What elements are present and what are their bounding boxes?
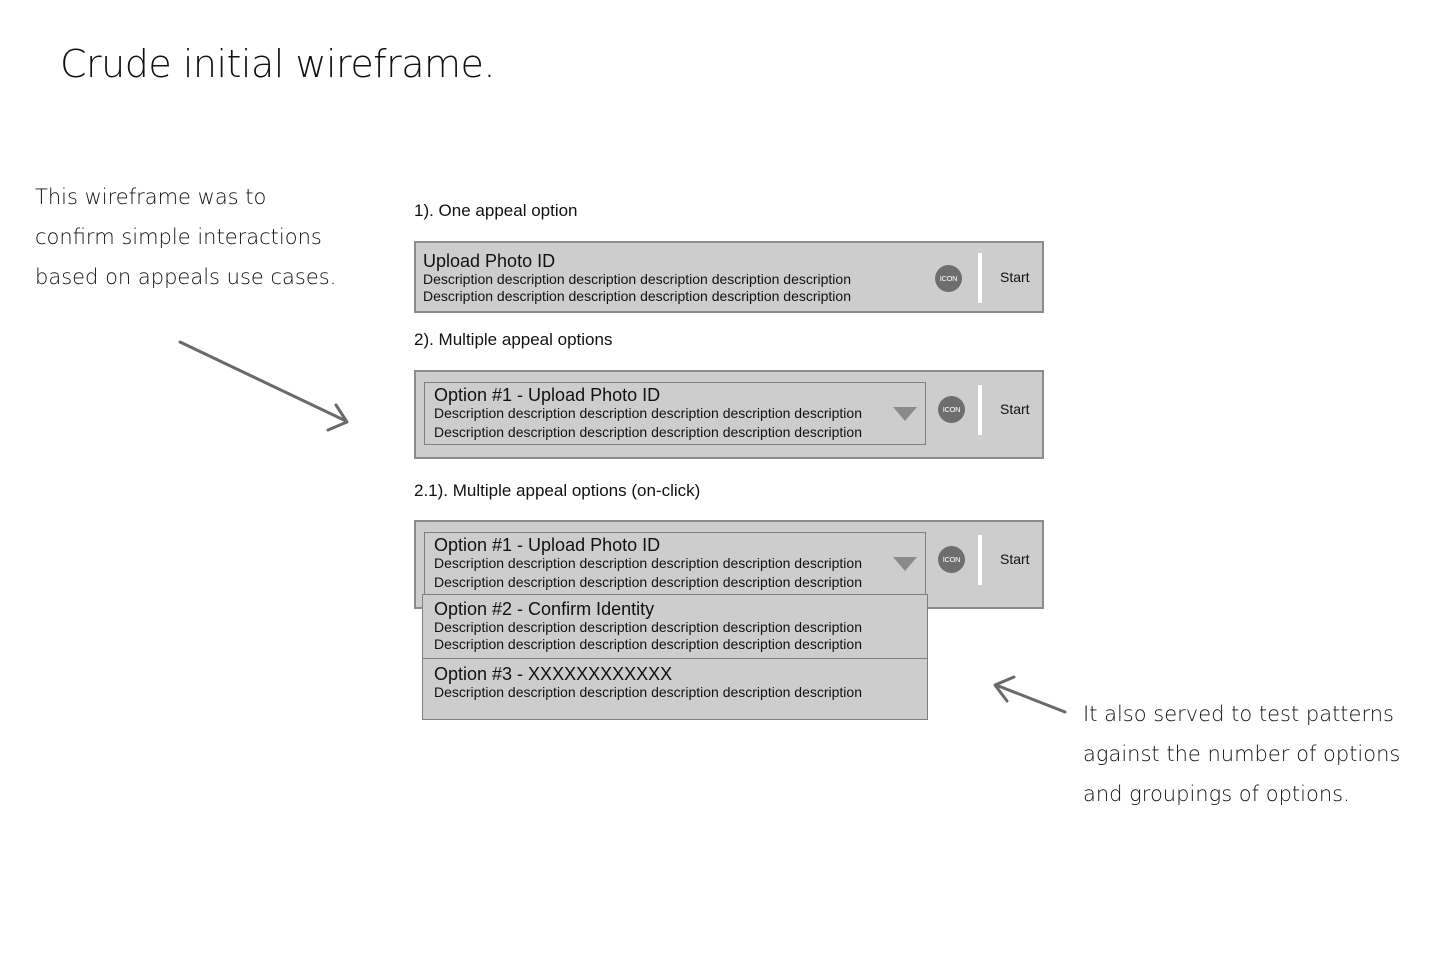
option-description: Description description description description description description bbox=[434, 555, 862, 571]
option-title: Option #2 - Confirm Identity bbox=[434, 599, 655, 619]
appeal-card-single[interactable] bbox=[414, 241, 1044, 313]
note-left-line: This wireframe was to bbox=[35, 185, 267, 209]
divider bbox=[978, 253, 982, 303]
option-description: Description description description description description description bbox=[434, 574, 862, 590]
start-button[interactable]: Start bbox=[1000, 551, 1030, 567]
icon-placeholder-icon: ICON bbox=[935, 265, 962, 292]
appeal-option-select[interactable] bbox=[424, 532, 926, 597]
note-left-line: based on appeals use cases. bbox=[35, 265, 337, 289]
note-right-line: against the number of options bbox=[1083, 742, 1401, 766]
note-right-line: It also served to test patterns bbox=[1083, 702, 1394, 726]
menu-item-option-3[interactable] bbox=[423, 658, 927, 719]
note-right-line: and groupings of options. bbox=[1083, 782, 1350, 806]
divider bbox=[978, 385, 982, 435]
note-left-line: confirm simple interactions bbox=[35, 225, 322, 249]
option-description: Description description description description description description bbox=[434, 684, 862, 700]
option-description: Description description description description description description bbox=[434, 405, 862, 421]
section-label-on-click: 2.1). Multiple appeal options (on-click) bbox=[414, 481, 701, 500]
appeal-title: Upload Photo ID bbox=[423, 251, 556, 271]
option-description: Description description description description description description bbox=[434, 636, 862, 652]
arrow-left-up-icon bbox=[985, 668, 1075, 720]
chevron-down-icon[interactable] bbox=[893, 557, 917, 571]
divider bbox=[978, 535, 982, 585]
start-button[interactable]: Start bbox=[1000, 269, 1030, 285]
icon-placeholder-icon: ICON bbox=[938, 546, 965, 573]
appeal-option-menu bbox=[422, 594, 928, 720]
appeal-description: Description description description description description description bbox=[423, 288, 851, 304]
appeal-card-multiple bbox=[414, 370, 1044, 459]
arrow-right-down-icon bbox=[170, 330, 360, 440]
icon-placeholder-icon: ICON bbox=[938, 396, 965, 423]
section-label-one-option: 1). One appeal option bbox=[414, 201, 578, 220]
appeal-description: Description description description description description description bbox=[423, 271, 851, 287]
menu-item-option-2[interactable] bbox=[423, 595, 927, 658]
chevron-down-icon[interactable] bbox=[893, 407, 917, 421]
option-description: Description description description description description description bbox=[434, 619, 862, 635]
start-button[interactable]: Start bbox=[1000, 401, 1030, 417]
section-label-multiple-options: 2). Multiple appeal options bbox=[414, 330, 613, 349]
appeal-option-select[interactable] bbox=[424, 382, 926, 445]
option-title: Option #1 - Upload Photo ID bbox=[434, 385, 661, 405]
note-left bbox=[35, 177, 336, 297]
option-description: Description description description description description description bbox=[434, 424, 862, 440]
note-right bbox=[1083, 694, 1400, 814]
page-title: Crude initial wireframe. bbox=[60, 42, 495, 86]
option-title: Option #1 - Upload Photo ID bbox=[434, 535, 661, 555]
option-title: Option #3 - XXXXXXXXXXXX bbox=[434, 664, 673, 684]
